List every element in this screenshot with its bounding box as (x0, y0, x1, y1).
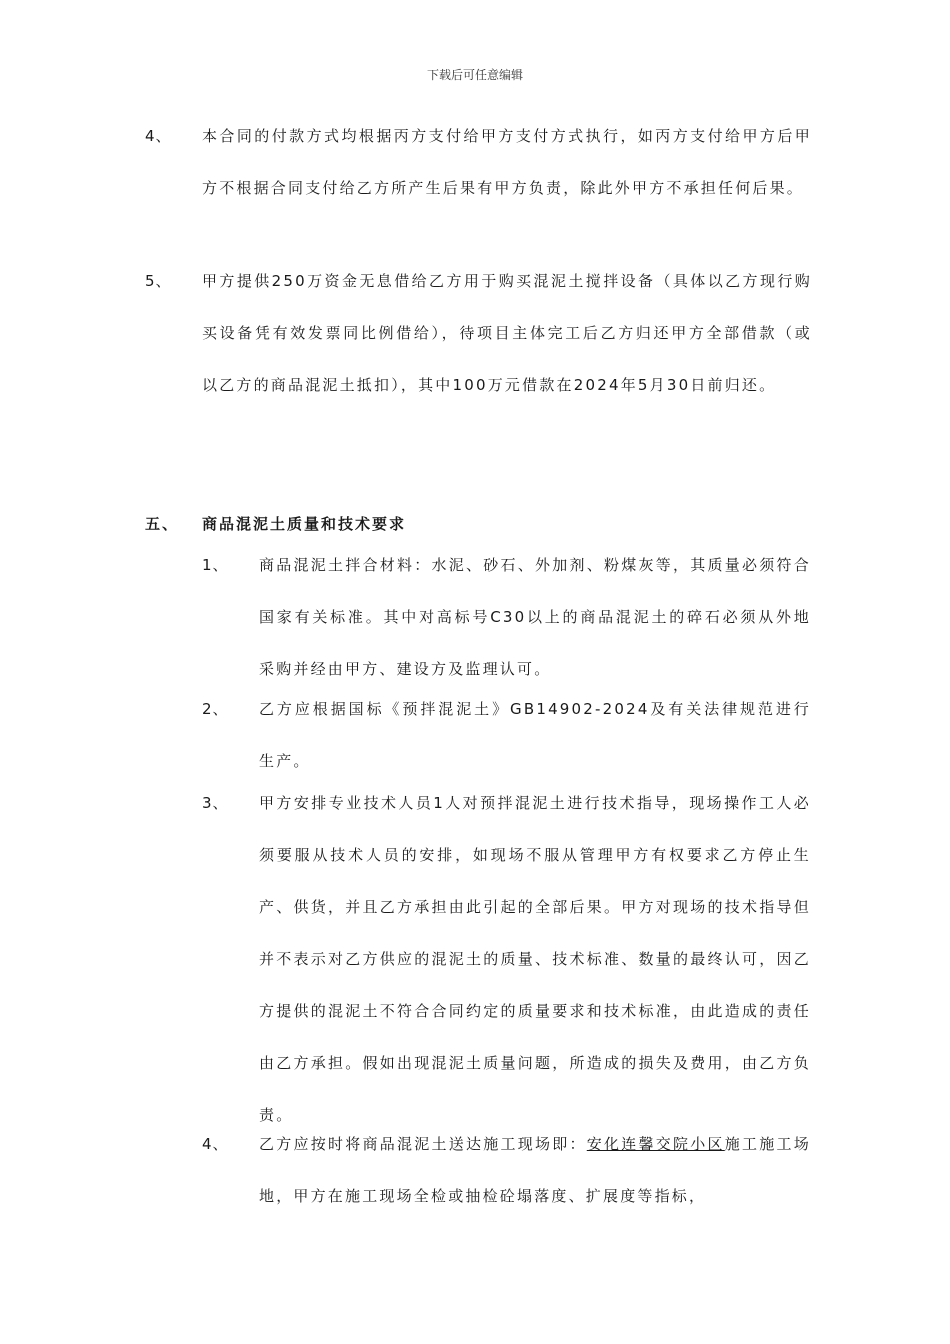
clause-number: 4、 (202, 1135, 229, 1153)
clause-text: 甲方安排专业技术人员1人对预拌混泥土进行技术指导，现场操作工人必须要服从技术人员的安排，如现场不服从管理甲方有权要求乙方停止生产、供货，并且乙方承担由此引起的全部后果。甲方对现场的技术指导但并不表示对乙方供应的混泥土的质量、技术标准、数量的最终认可，因乙方提供的混泥土不符合合同约定的质量要求和技术标准，由此造成的责任由乙方承担。假如出现混泥土质量问题，所造成的损失及费用，由乙方负责。 (259, 794, 811, 1124)
clause-text-after: 施工施工场地，甲方在施工现场全检或抽检砼塌落度、扩展度等指标， (259, 1135, 811, 1205)
site-name-underlined: 安化连馨交院小区 (586, 1135, 725, 1153)
page-header: 下载后可任意编辑 (426, 68, 523, 82)
clause-number: 1、 (202, 556, 229, 574)
clause-text-before: 乙方应按时将商品混泥土送达施工现场即： (259, 1135, 587, 1153)
clause-text (259, 1118, 811, 1222)
clause-text: 乙方应根据国标《预拌混泥土》GB14902-2024及有关法律规范进行生产。 (259, 700, 811, 770)
section-title: 商品混泥土质量和技术要求 (202, 515, 407, 533)
clause-number: 4、 (145, 127, 172, 145)
section-number: 五、 (145, 515, 180, 533)
clause-text: 商品混泥土拌合材料：水泥、砂石、外加剂、粉煤灰等，其质量必须符合国家有关标准。其中对高标号C30以上的商品混泥土的碎石必须从外地采购并经由甲方、建设方及监理认可。 (259, 556, 811, 678)
clause-number: 2、 (202, 700, 229, 718)
clause-text: 甲方提供250万资金无息借给乙方用于购买混泥土搅拌设备（具体以乙方现行购买设备凭有效发票同比例借给），待项目主体完工后乙方归还甲方全部借款（或以乙方的商品混泥土抵扣），其中100万元借款在2024年5月30日前归还。 (202, 272, 812, 394)
clause-text: 本合同的付款方式均根据丙方支付给甲方支付方式执行，如丙方支付给甲方后甲方不根据合同支付给乙方所产生后果有甲方负责，除此外甲方不承担任何后果。 (202, 127, 812, 197)
clause-number: 3、 (202, 794, 229, 812)
clause-number: 5、 (145, 272, 172, 290)
